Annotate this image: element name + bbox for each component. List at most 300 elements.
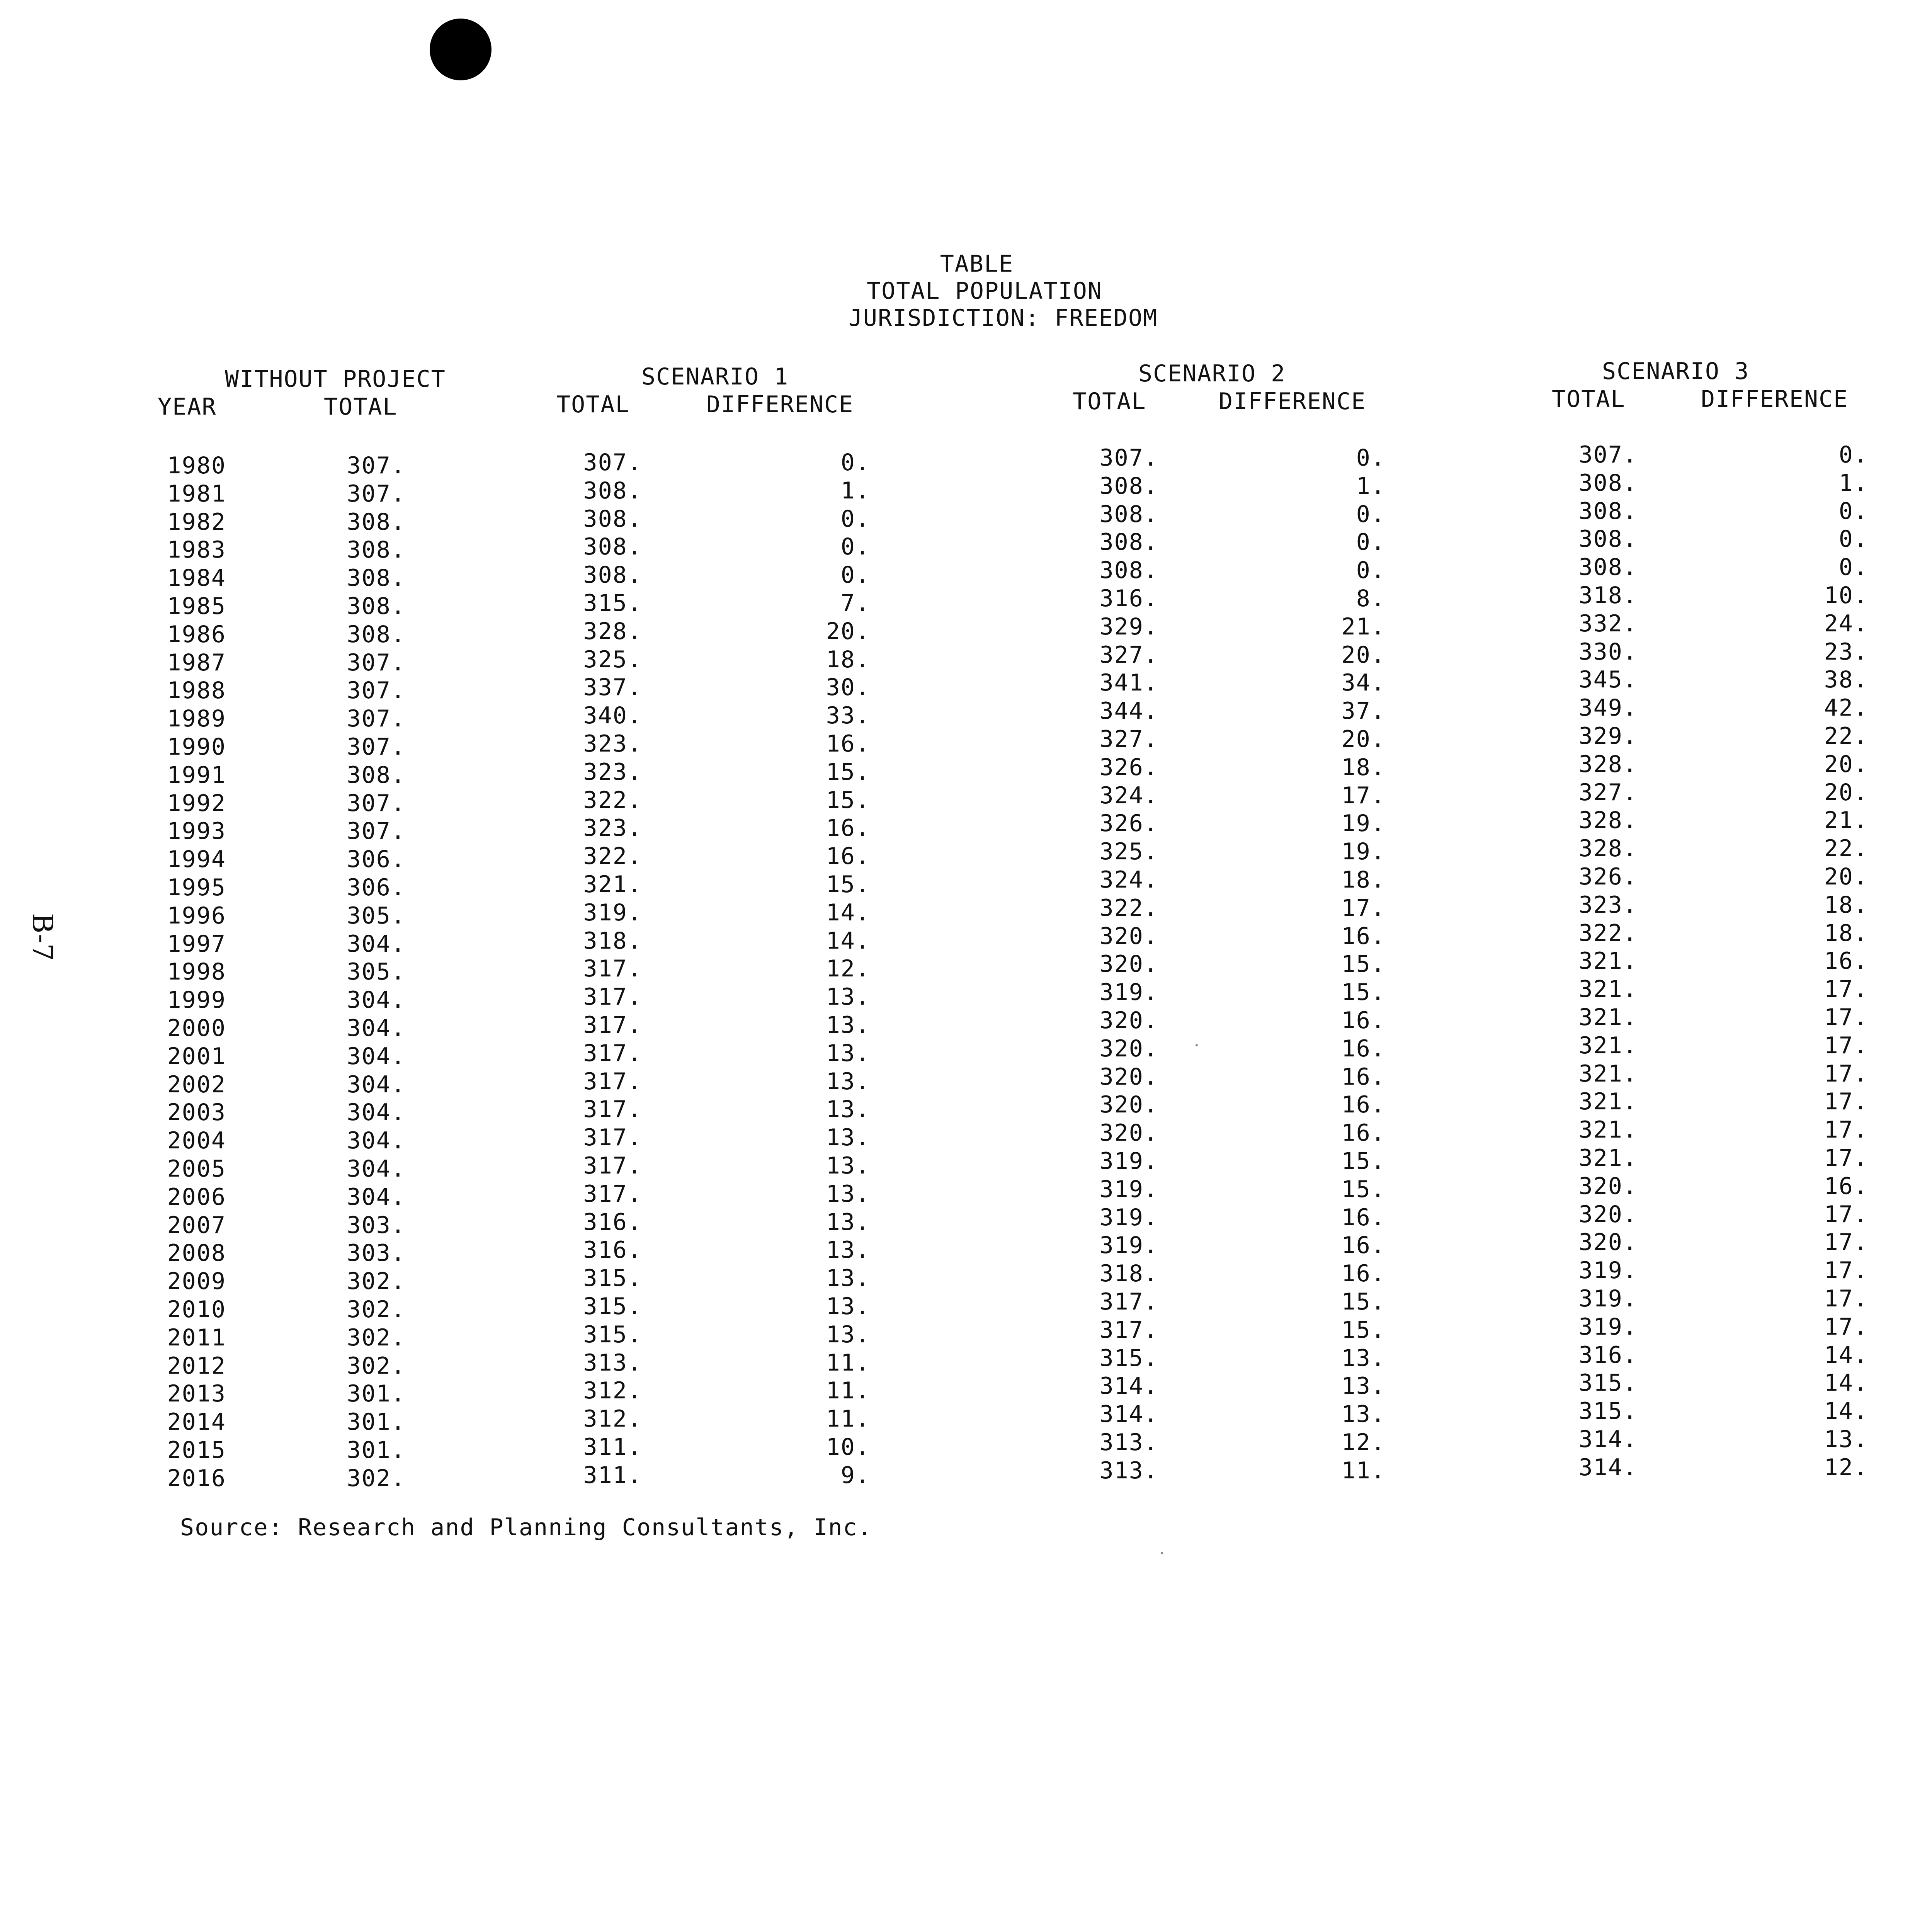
cell-year: 1991 (167, 761, 226, 789)
cell-s2-difference: 11. (1341, 1457, 1386, 1484)
cell-s2-total: 313. (1099, 1429, 1158, 1456)
cell-base-total: 304. (347, 1127, 406, 1155)
cell-s1-difference: 14. (826, 899, 870, 926)
scan-speck (1161, 1552, 1163, 1554)
cell-s3-total: 321. (1578, 1004, 1638, 1031)
cell-s1-total: 337. (583, 674, 642, 701)
cell-s3-difference: 20. (1824, 750, 1868, 778)
cell-s3-difference: 13. (1824, 1426, 1868, 1453)
cell-base-total: 307. (347, 705, 406, 733)
header-scenario-2: SCENARIO 2 (1138, 360, 1286, 387)
cell-s1-difference: 13. (826, 1096, 870, 1123)
cell-s1-total: 308. (583, 505, 642, 532)
cell-s2-total: 308. (1099, 500, 1158, 528)
cell-s2-total: 317. (1099, 1316, 1158, 1344)
cell-s3-total: 328. (1578, 807, 1638, 834)
cell-year: 1993 (167, 818, 226, 845)
cell-s1-total: 322. (583, 786, 642, 814)
cell-s3-total: 319. (1578, 1257, 1638, 1284)
cell-s3-difference: 17. (1824, 1145, 1868, 1172)
cell-s1-total: 323. (583, 758, 642, 786)
cell-s2-total: 320. (1099, 951, 1158, 978)
header-s2-difference: DIFFERENCE (1219, 388, 1366, 415)
cell-s3-total: 319. (1578, 1313, 1638, 1340)
cell-s3-total: 319. (1578, 1285, 1638, 1312)
cell-s2-total: 320. (1099, 1035, 1158, 1062)
cell-s1-total: 313. (583, 1349, 642, 1376)
cell-year: 2014 (167, 1408, 226, 1436)
cell-s1-total: 340. (583, 702, 642, 730)
cell-s1-difference: 13. (826, 1208, 870, 1236)
cell-s1-total: 317. (583, 1152, 642, 1179)
cell-s3-difference: 20. (1824, 779, 1868, 806)
cell-s3-total: 326. (1578, 863, 1638, 890)
cell-s3-difference: 17. (1824, 1201, 1868, 1228)
cell-s3-difference: 17. (1824, 1313, 1868, 1340)
cell-s1-total: 312. (583, 1405, 642, 1433)
cell-s1-difference: 13. (826, 1152, 870, 1179)
cell-s1-difference: 20. (826, 617, 870, 645)
cell-s1-difference: 18. (826, 646, 870, 673)
table-title-line2: TOTAL POPULATION (867, 277, 1102, 304)
cell-s1-total: 315. (583, 1293, 642, 1320)
cell-s3-total: 330. (1578, 638, 1638, 665)
cell-year: 2004 (167, 1127, 226, 1155)
cell-s2-difference: 21. (1341, 613, 1386, 640)
cell-s2-total: 326. (1099, 810, 1158, 837)
cell-s2-difference: 19. (1341, 810, 1386, 837)
cell-s2-total: 329. (1099, 613, 1158, 640)
cell-s2-difference: 16. (1341, 1119, 1386, 1147)
cell-base-total: 308. (347, 761, 406, 789)
cell-year: 1994 (167, 846, 226, 873)
page-number (12, 900, 73, 974)
cell-s3-total: 332. (1578, 610, 1638, 637)
cell-year: 2001 (167, 1043, 226, 1070)
cell-s2-difference: 16. (1341, 1007, 1386, 1034)
cell-s1-total: 308. (583, 477, 642, 504)
cell-s2-difference: 16. (1341, 1063, 1386, 1090)
cell-s3-total: 316. (1578, 1341, 1638, 1369)
cell-base-total: 307. (347, 789, 406, 817)
cell-s2-total: 317. (1099, 1288, 1158, 1315)
cell-s3-difference: 1. (1838, 469, 1868, 497)
cell-s1-total: 315. (583, 1321, 642, 1348)
cell-s1-total: 316. (583, 1236, 642, 1264)
cell-base-total: 302. (347, 1296, 406, 1323)
cell-s3-total: 322. (1578, 919, 1638, 947)
cell-s2-difference: 15. (1341, 1175, 1386, 1203)
cell-s3-total: 321. (1578, 1032, 1638, 1059)
cell-s2-total: 308. (1099, 557, 1158, 584)
cell-year: 1984 (167, 565, 226, 592)
cell-s3-total: 328. (1578, 750, 1638, 778)
cell-s1-difference: 15. (826, 786, 870, 814)
cell-s2-total: 319. (1099, 1175, 1158, 1203)
cell-year: 2016 (167, 1464, 226, 1492)
cell-s1-difference: 14. (826, 927, 870, 954)
cell-s2-total: 320. (1099, 1119, 1158, 1147)
cell-s2-total: 314. (1099, 1372, 1158, 1400)
cell-base-total: 307. (347, 733, 406, 760)
cell-s3-total: 328. (1578, 835, 1638, 862)
cell-s2-difference: 0. (1356, 500, 1386, 528)
cell-year: 1985 (167, 593, 226, 620)
cell-base-total: 303. (347, 1240, 406, 1267)
cell-s3-difference: 14. (1824, 1398, 1868, 1425)
cell-base-total: 302. (347, 1268, 406, 1295)
cell-s3-total: 307. (1578, 441, 1638, 468)
cell-s2-total: 320. (1099, 1007, 1158, 1034)
header-without-project: WITHOUT PROJECT (225, 366, 446, 393)
cell-s3-difference: 20. (1824, 863, 1868, 890)
cell-s3-difference: 18. (1824, 891, 1868, 918)
cell-s3-difference: 17. (1824, 976, 1868, 1003)
cell-s1-total: 312. (583, 1377, 642, 1405)
cell-base-total: 308. (347, 565, 406, 592)
cell-s1-difference: 30. (826, 674, 870, 701)
cell-s1-difference: 16. (826, 730, 870, 757)
cell-s1-difference: 16. (826, 815, 870, 842)
cell-s2-total: 320. (1099, 1063, 1158, 1090)
cell-s3-total: 321. (1578, 976, 1638, 1003)
cell-s1-total: 323. (583, 815, 642, 842)
cell-s3-total: 315. (1578, 1369, 1638, 1397)
cell-s3-total: 323. (1578, 891, 1638, 918)
cell-s3-difference: 17. (1824, 1257, 1868, 1284)
cell-s1-total: 315. (583, 590, 642, 617)
cell-s3-total: 308. (1578, 469, 1638, 497)
cell-s1-difference: 7. (840, 590, 870, 617)
cell-s3-total: 327. (1578, 779, 1638, 806)
cell-s2-difference: 16. (1341, 1091, 1386, 1119)
cell-s2-difference: 37. (1341, 697, 1386, 725)
cell-s3-difference: 16. (1824, 1172, 1868, 1200)
cell-s2-difference: 16. (1341, 922, 1386, 950)
cell-year: 2012 (167, 1352, 226, 1379)
cell-year: 2007 (167, 1211, 226, 1239)
cell-s2-difference: 15. (1341, 1316, 1386, 1344)
cell-year: 2010 (167, 1296, 226, 1323)
cell-base-total: 304. (347, 1099, 406, 1126)
cell-base-total: 306. (347, 874, 406, 901)
cell-s2-total: 318. (1099, 1260, 1158, 1287)
cell-base-total: 304. (347, 1155, 406, 1182)
cell-year: 1997 (167, 930, 226, 957)
cell-s1-total: 317. (583, 1012, 642, 1039)
cell-s3-total: 321. (1578, 947, 1638, 975)
header-base-total: TOTAL (324, 393, 398, 420)
source-note: Source: Research and Planning Consultants, Inc. (180, 1514, 872, 1541)
cell-s2-difference: 20. (1341, 641, 1386, 668)
cell-s1-total: 323. (583, 730, 642, 757)
cell-s3-total: 308. (1578, 497, 1638, 525)
cell-s1-difference: 33. (826, 702, 870, 730)
cell-base-total: 308. (347, 593, 406, 620)
cell-base-total: 306. (347, 846, 406, 873)
cell-s3-total: 345. (1578, 666, 1638, 694)
cell-s3-total: 321. (1578, 1145, 1638, 1172)
cell-base-total: 302. (347, 1324, 406, 1351)
cell-s2-total: 308. (1099, 529, 1158, 556)
cell-s3-difference: 24. (1824, 610, 1868, 637)
cell-s1-total: 328. (583, 617, 642, 645)
cell-s3-difference: 14. (1824, 1341, 1868, 1369)
cell-s1-total: 317. (583, 1039, 642, 1067)
cell-s3-difference: 16. (1824, 947, 1868, 975)
cell-s3-difference: 17. (1824, 1285, 1868, 1312)
cell-s1-difference: 13. (826, 1265, 870, 1292)
cell-s1-total: 317. (583, 1068, 642, 1095)
cell-base-total: 304. (347, 1071, 406, 1098)
cell-year: 1987 (167, 649, 226, 676)
cell-base-total: 301. (347, 1380, 406, 1408)
cell-s2-total: 326. (1099, 753, 1158, 781)
cell-s3-difference: 22. (1824, 835, 1868, 862)
cell-s2-difference: 15. (1341, 979, 1386, 1006)
cell-s1-difference: 0. (840, 533, 870, 561)
cell-s1-difference: 12. (826, 955, 870, 983)
cell-base-total: 307. (347, 818, 406, 845)
cell-year: 2011 (167, 1324, 226, 1351)
cell-s2-difference: 0. (1356, 444, 1386, 471)
cell-base-total: 304. (347, 1043, 406, 1070)
cell-s2-difference: 15. (1341, 951, 1386, 978)
cell-s3-difference: 17. (1824, 1032, 1868, 1059)
cell-s1-difference: 15. (826, 871, 870, 898)
cell-s1-total: 307. (583, 449, 642, 476)
cell-s1-total: 315. (583, 1265, 642, 1292)
cell-s3-difference: 0. (1838, 441, 1868, 468)
cell-s2-total: 319. (1099, 1148, 1158, 1175)
cell-s2-difference: 34. (1341, 669, 1386, 697)
cell-s1-difference: 13. (826, 1068, 870, 1095)
cell-s3-difference: 17. (1824, 1004, 1868, 1031)
cell-year: 1998 (167, 958, 226, 986)
cell-s1-difference: 0. (840, 561, 870, 589)
cell-s1-total: 317. (583, 955, 642, 983)
cell-base-total: 307. (347, 452, 406, 479)
cell-s3-difference: 38. (1824, 666, 1868, 694)
cell-s1-difference: 13. (826, 1124, 870, 1151)
cell-s3-total: 320. (1578, 1229, 1638, 1256)
cell-s2-difference: 16. (1341, 1232, 1386, 1259)
cell-s2-difference: 0. (1356, 529, 1386, 556)
cell-base-total: 307. (347, 649, 406, 676)
cell-s2-total: 324. (1099, 866, 1158, 893)
cell-s2-difference: 13. (1341, 1401, 1386, 1428)
cell-base-total: 308. (347, 536, 406, 564)
cell-year: 2005 (167, 1155, 226, 1182)
cell-s3-difference: 42. (1824, 694, 1868, 722)
cell-base-total: 301. (347, 1408, 406, 1436)
cell-s3-difference: 12. (1824, 1454, 1868, 1481)
cell-s2-difference: 18. (1341, 866, 1386, 893)
cell-year: 2006 (167, 1183, 226, 1211)
cell-s3-total: 329. (1578, 723, 1638, 750)
cell-s1-total: 325. (583, 646, 642, 673)
cell-base-total: 304. (347, 930, 406, 957)
cell-year: 2013 (167, 1380, 226, 1408)
cell-base-total: 302. (347, 1464, 406, 1492)
cell-s2-total: 313. (1099, 1457, 1158, 1484)
cell-s1-total: 319. (583, 899, 642, 926)
header-scenario-3: SCENARIO 3 (1602, 358, 1750, 385)
cell-s2-total: 327. (1099, 641, 1158, 668)
cell-s2-difference: 16. (1341, 1204, 1386, 1231)
cell-s3-total: 349. (1578, 694, 1638, 722)
cell-s3-difference: 0. (1838, 497, 1868, 525)
cell-base-total: 303. (347, 1211, 406, 1239)
cell-base-total: 305. (347, 902, 406, 929)
cell-s2-total: 314. (1099, 1401, 1158, 1428)
cell-s1-difference: 13. (826, 1012, 870, 1039)
cell-s2-total: 319. (1099, 1232, 1158, 1259)
cell-s3-difference: 0. (1838, 554, 1868, 581)
cell-s1-difference: 15. (826, 758, 870, 786)
cell-year: 2008 (167, 1240, 226, 1267)
cell-s2-difference: 0. (1356, 557, 1386, 584)
cell-s2-difference: 16. (1341, 1260, 1386, 1287)
cell-year: 1980 (167, 452, 226, 479)
cell-s1-difference: 13. (826, 1293, 870, 1320)
cell-s3-total: 321. (1578, 1116, 1638, 1144)
cell-s3-total: 314. (1578, 1454, 1638, 1481)
cell-s1-difference: 9. (840, 1461, 870, 1489)
cell-s2-difference: 18. (1341, 753, 1386, 781)
cell-s1-difference: 11. (826, 1349, 870, 1376)
cell-base-total: 307. (347, 480, 406, 507)
cell-base-total: 308. (347, 621, 406, 648)
cell-s2-difference: 12. (1341, 1429, 1386, 1456)
cell-s3-total: 315. (1578, 1398, 1638, 1425)
cell-s3-difference: 17. (1824, 1060, 1868, 1087)
header-s2-total: TOTAL (1073, 388, 1146, 415)
cell-s1-difference: 0. (840, 505, 870, 532)
cell-s1-difference: 0. (840, 449, 870, 476)
cell-year: 2003 (167, 1099, 226, 1126)
cell-s1-total: 322. (583, 843, 642, 870)
cell-s2-total: 316. (1099, 585, 1158, 612)
cell-s2-difference: 8. (1356, 585, 1386, 612)
cell-s1-total: 317. (583, 1180, 642, 1208)
cell-s2-total: 325. (1099, 838, 1158, 866)
scan-speck (1196, 1044, 1198, 1046)
cell-s2-difference: 15. (1341, 1148, 1386, 1175)
cell-s3-difference: 17. (1824, 1088, 1868, 1116)
header-scenario-1: SCENARIO 1 (641, 363, 789, 390)
cell-s2-total: 308. (1099, 472, 1158, 500)
cell-s1-difference: 13. (826, 983, 870, 1011)
cell-year: 1986 (167, 621, 226, 648)
cell-s3-difference: 22. (1824, 723, 1868, 750)
cell-s3-total: 308. (1578, 554, 1638, 581)
cell-base-total: 307. (347, 677, 406, 704)
cell-s2-difference: 20. (1341, 726, 1386, 753)
cell-s2-total: 341. (1099, 669, 1158, 697)
header-s3-total: TOTAL (1552, 386, 1626, 413)
header-s1-total: TOTAL (556, 391, 630, 418)
cell-s2-difference: 17. (1341, 894, 1386, 922)
cell-s3-total: 321. (1578, 1088, 1638, 1116)
cell-s3-total: 318. (1578, 582, 1638, 609)
cell-s1-difference: 11. (826, 1405, 870, 1433)
table-title-line1: TABLE (940, 250, 1014, 277)
cell-s2-total: 344. (1099, 697, 1158, 725)
cell-s3-difference: 21. (1824, 807, 1868, 834)
cell-year: 2002 (167, 1071, 226, 1098)
cell-s1-total: 316. (583, 1208, 642, 1236)
cell-s1-total: 317. (583, 983, 642, 1011)
cell-s3-difference: 17. (1824, 1116, 1868, 1144)
cell-base-total: 301. (347, 1437, 406, 1464)
cell-s1-total: 321. (583, 871, 642, 898)
page-number-label: B-7 (26, 913, 59, 961)
cell-s2-total: 319. (1099, 979, 1158, 1006)
cell-s2-total: 320. (1099, 922, 1158, 950)
cell-base-total: 304. (347, 986, 406, 1014)
header-s3-difference: DIFFERENCE (1701, 386, 1849, 413)
cell-s2-total: 324. (1099, 782, 1158, 809)
cell-s1-difference: 10. (826, 1434, 870, 1461)
header-year: YEAR (158, 393, 217, 420)
cell-year: 2000 (167, 1015, 226, 1042)
cell-s3-total: 320. (1578, 1172, 1638, 1200)
cell-year: 1996 (167, 902, 226, 929)
cell-year: 1981 (167, 480, 226, 507)
cell-s2-total: 320. (1099, 1091, 1158, 1119)
cell-year: 2009 (167, 1268, 226, 1295)
cell-s3-difference: 14. (1824, 1369, 1868, 1397)
cell-s1-total: 311. (583, 1461, 642, 1489)
cell-s1-difference: 13. (826, 1039, 870, 1067)
cell-s2-total: 327. (1099, 726, 1158, 753)
punch-hole-left (430, 19, 492, 80)
cell-s1-difference: 1. (840, 477, 870, 504)
cell-base-total: 304. (347, 1183, 406, 1211)
cell-year: 1982 (167, 508, 226, 536)
cell-s1-total: 317. (583, 1124, 642, 1151)
cell-s3-total: 314. (1578, 1426, 1638, 1453)
cell-s2-difference: 17. (1341, 782, 1386, 809)
cell-year: 1995 (167, 874, 226, 901)
cell-s1-difference: 13. (826, 1321, 870, 1348)
cell-s1-difference: 11. (826, 1377, 870, 1405)
cell-base-total: 308. (347, 508, 406, 536)
cell-s2-difference: 19. (1341, 838, 1386, 866)
cell-s2-difference: 15. (1341, 1288, 1386, 1315)
cell-s1-total: 317. (583, 1096, 642, 1123)
cell-s3-difference: 0. (1838, 526, 1868, 553)
header-s1-difference: DIFFERENCE (706, 391, 854, 418)
cell-year: 1990 (167, 733, 226, 760)
cell-s2-difference: 13. (1341, 1344, 1386, 1372)
cell-year: 1988 (167, 677, 226, 704)
cell-s3-total: 308. (1578, 526, 1638, 553)
cell-s3-total: 321. (1578, 1060, 1638, 1087)
cell-s1-difference: 13. (826, 1236, 870, 1264)
table-title-line3: JURISDICTION: FREEDOM (848, 304, 1158, 332)
cell-s2-difference: 1. (1356, 472, 1386, 500)
cell-year: 1989 (167, 705, 226, 733)
cell-year: 1983 (167, 536, 226, 564)
cell-s3-difference: 10. (1824, 582, 1868, 609)
cell-s1-total: 308. (583, 533, 642, 561)
cell-s3-total: 320. (1578, 1201, 1638, 1228)
cell-s2-total: 315. (1099, 1344, 1158, 1372)
cell-s2-total: 322. (1099, 894, 1158, 922)
cell-s1-difference: 16. (826, 843, 870, 870)
